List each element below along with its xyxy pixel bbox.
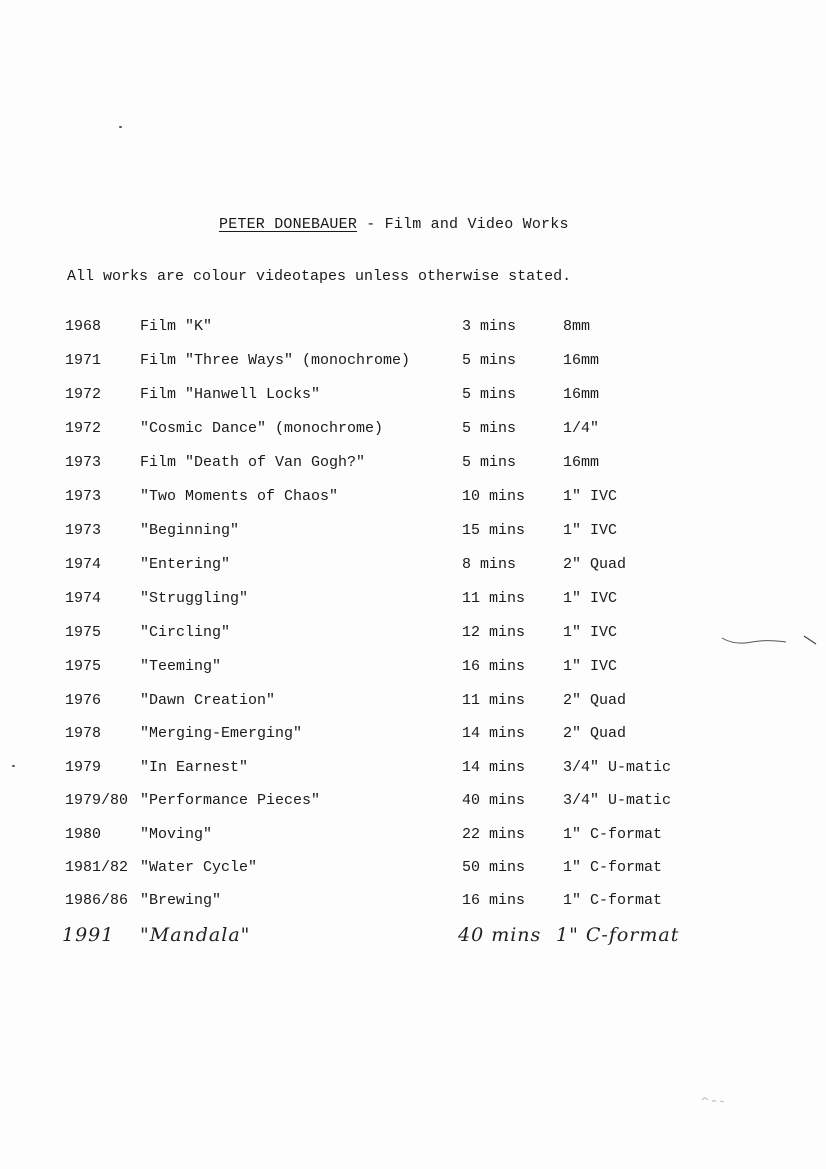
work-format: 2" Quad [563, 692, 627, 709]
work-duration: 14 mins [462, 759, 526, 776]
work-format: 2" Quad [563, 725, 627, 742]
work-year: 1979 [65, 759, 102, 776]
work-row [0, 590, 826, 614]
work-year: 1976 [65, 692, 102, 709]
work-duration: 5 mins [462, 386, 517, 403]
work-title: "Moving" [140, 826, 213, 843]
work-format: 1" IVC [563, 590, 618, 607]
work-duration: 8 mins [462, 556, 517, 573]
work-row [0, 859, 826, 883]
work-year: 1973 [65, 488, 102, 505]
work-title: "Beginning" [140, 522, 240, 539]
work-format: 1" IVC [563, 488, 618, 505]
work-row [0, 386, 826, 410]
corner-smudge-mark [700, 1090, 740, 1110]
work-format: 1" C-format [556, 924, 680, 946]
work-row [0, 892, 826, 916]
document-title [219, 216, 569, 233]
work-year: 1978 [65, 725, 102, 742]
work-year: 1986/86 [65, 892, 129, 909]
work-format: 1" C-format [563, 859, 663, 876]
work-duration: 11 mins [462, 590, 526, 607]
work-title: "Merging-Emerging" [140, 725, 303, 742]
work-year: 1975 [65, 624, 102, 641]
work-year: 1991 [62, 924, 115, 946]
work-format: 16mm [563, 352, 600, 369]
work-year: 1972 [65, 386, 102, 403]
work-row [0, 658, 826, 682]
work-duration: 40 mins [458, 924, 542, 946]
work-year: 1975 [65, 658, 102, 675]
work-row [0, 792, 826, 816]
work-row [0, 624, 826, 648]
work-year: 1971 [65, 352, 102, 369]
handwritten-work-row [0, 924, 826, 948]
work-title: Film "Death of Van Gogh?" [140, 454, 366, 471]
work-year: 1974 [65, 556, 102, 573]
work-format: 1" C-format [563, 826, 663, 843]
work-title: Film "K" [140, 318, 213, 335]
work-title: "Circling" [140, 624, 231, 641]
work-format: 3/4" U-matic [563, 792, 672, 809]
work-duration: 11 mins [462, 692, 526, 709]
work-duration: 5 mins [462, 454, 517, 471]
work-duration: 50 mins [462, 859, 526, 876]
work-row [0, 522, 826, 546]
work-duration: 14 mins [462, 725, 526, 742]
work-duration: 3 mins [462, 318, 517, 335]
work-title: "Cosmic Dance" (monochrome) [140, 420, 384, 437]
work-year: 1980 [65, 826, 102, 843]
work-year: 1973 [65, 522, 102, 539]
work-row [0, 420, 826, 444]
work-row [0, 454, 826, 478]
work-title: Film "Hanwell Locks" [140, 386, 321, 403]
work-duration: 5 mins [462, 352, 517, 369]
work-title: "Dawn Creation" [140, 692, 276, 709]
work-duration: 15 mins [462, 522, 526, 539]
title-subtitle: - Film and Video Works [357, 216, 569, 233]
intro-statement: All works are colour videotapes unless otherwise stated. [67, 268, 572, 285]
work-format: 8mm [563, 318, 591, 335]
work-row [0, 352, 826, 376]
work-title: "In Earnest" [140, 759, 249, 776]
work-row [0, 759, 826, 783]
work-title: "Brewing" [140, 892, 222, 909]
work-title: "Performance Pieces" [140, 792, 321, 809]
margin-pen-mark [720, 630, 820, 654]
work-format: 1" C-format [563, 892, 663, 909]
work-duration: 5 mins [462, 420, 517, 437]
work-year: 1979/80 [65, 792, 129, 809]
work-title: "Entering" [140, 556, 231, 573]
work-year: 1981/82 [65, 859, 129, 876]
title-author: PETER DONEBAUER [219, 216, 358, 233]
work-duration: 16 mins [462, 892, 526, 909]
work-title: "Struggling" [140, 590, 249, 607]
work-year: 1972 [65, 420, 102, 437]
work-format: 3/4" U-matic [563, 759, 672, 776]
work-format: 16mm [563, 386, 600, 403]
work-format: 1/4" [563, 420, 600, 437]
work-duration: 12 mins [462, 624, 526, 641]
work-row [0, 556, 826, 580]
work-format: 2" Quad [563, 556, 627, 573]
paper-speck [119, 126, 122, 128]
work-year: 1974 [65, 590, 102, 607]
work-format: 1" IVC [563, 522, 618, 539]
work-format: 1" IVC [563, 658, 618, 675]
work-title: "Two Moments of Chaos" [140, 488, 339, 505]
work-title: "Water Cycle" [140, 859, 258, 876]
work-title: "Teeming" [140, 658, 222, 675]
work-row [0, 488, 826, 512]
work-format: 16mm [563, 454, 600, 471]
work-row [0, 692, 826, 716]
work-row [0, 725, 826, 749]
work-title: Film "Three Ways" (monochrome) [140, 352, 411, 369]
work-year: 1968 [65, 318, 102, 335]
work-row [0, 318, 826, 342]
work-duration: 22 mins [462, 826, 526, 843]
work-row [0, 826, 826, 850]
work-format: 1" IVC [563, 624, 618, 641]
work-duration: 10 mins [462, 488, 526, 505]
work-duration: 40 mins [462, 792, 526, 809]
work-title: "Mandala" [140, 924, 251, 946]
work-duration: 16 mins [462, 658, 526, 675]
work-year: 1973 [65, 454, 102, 471]
